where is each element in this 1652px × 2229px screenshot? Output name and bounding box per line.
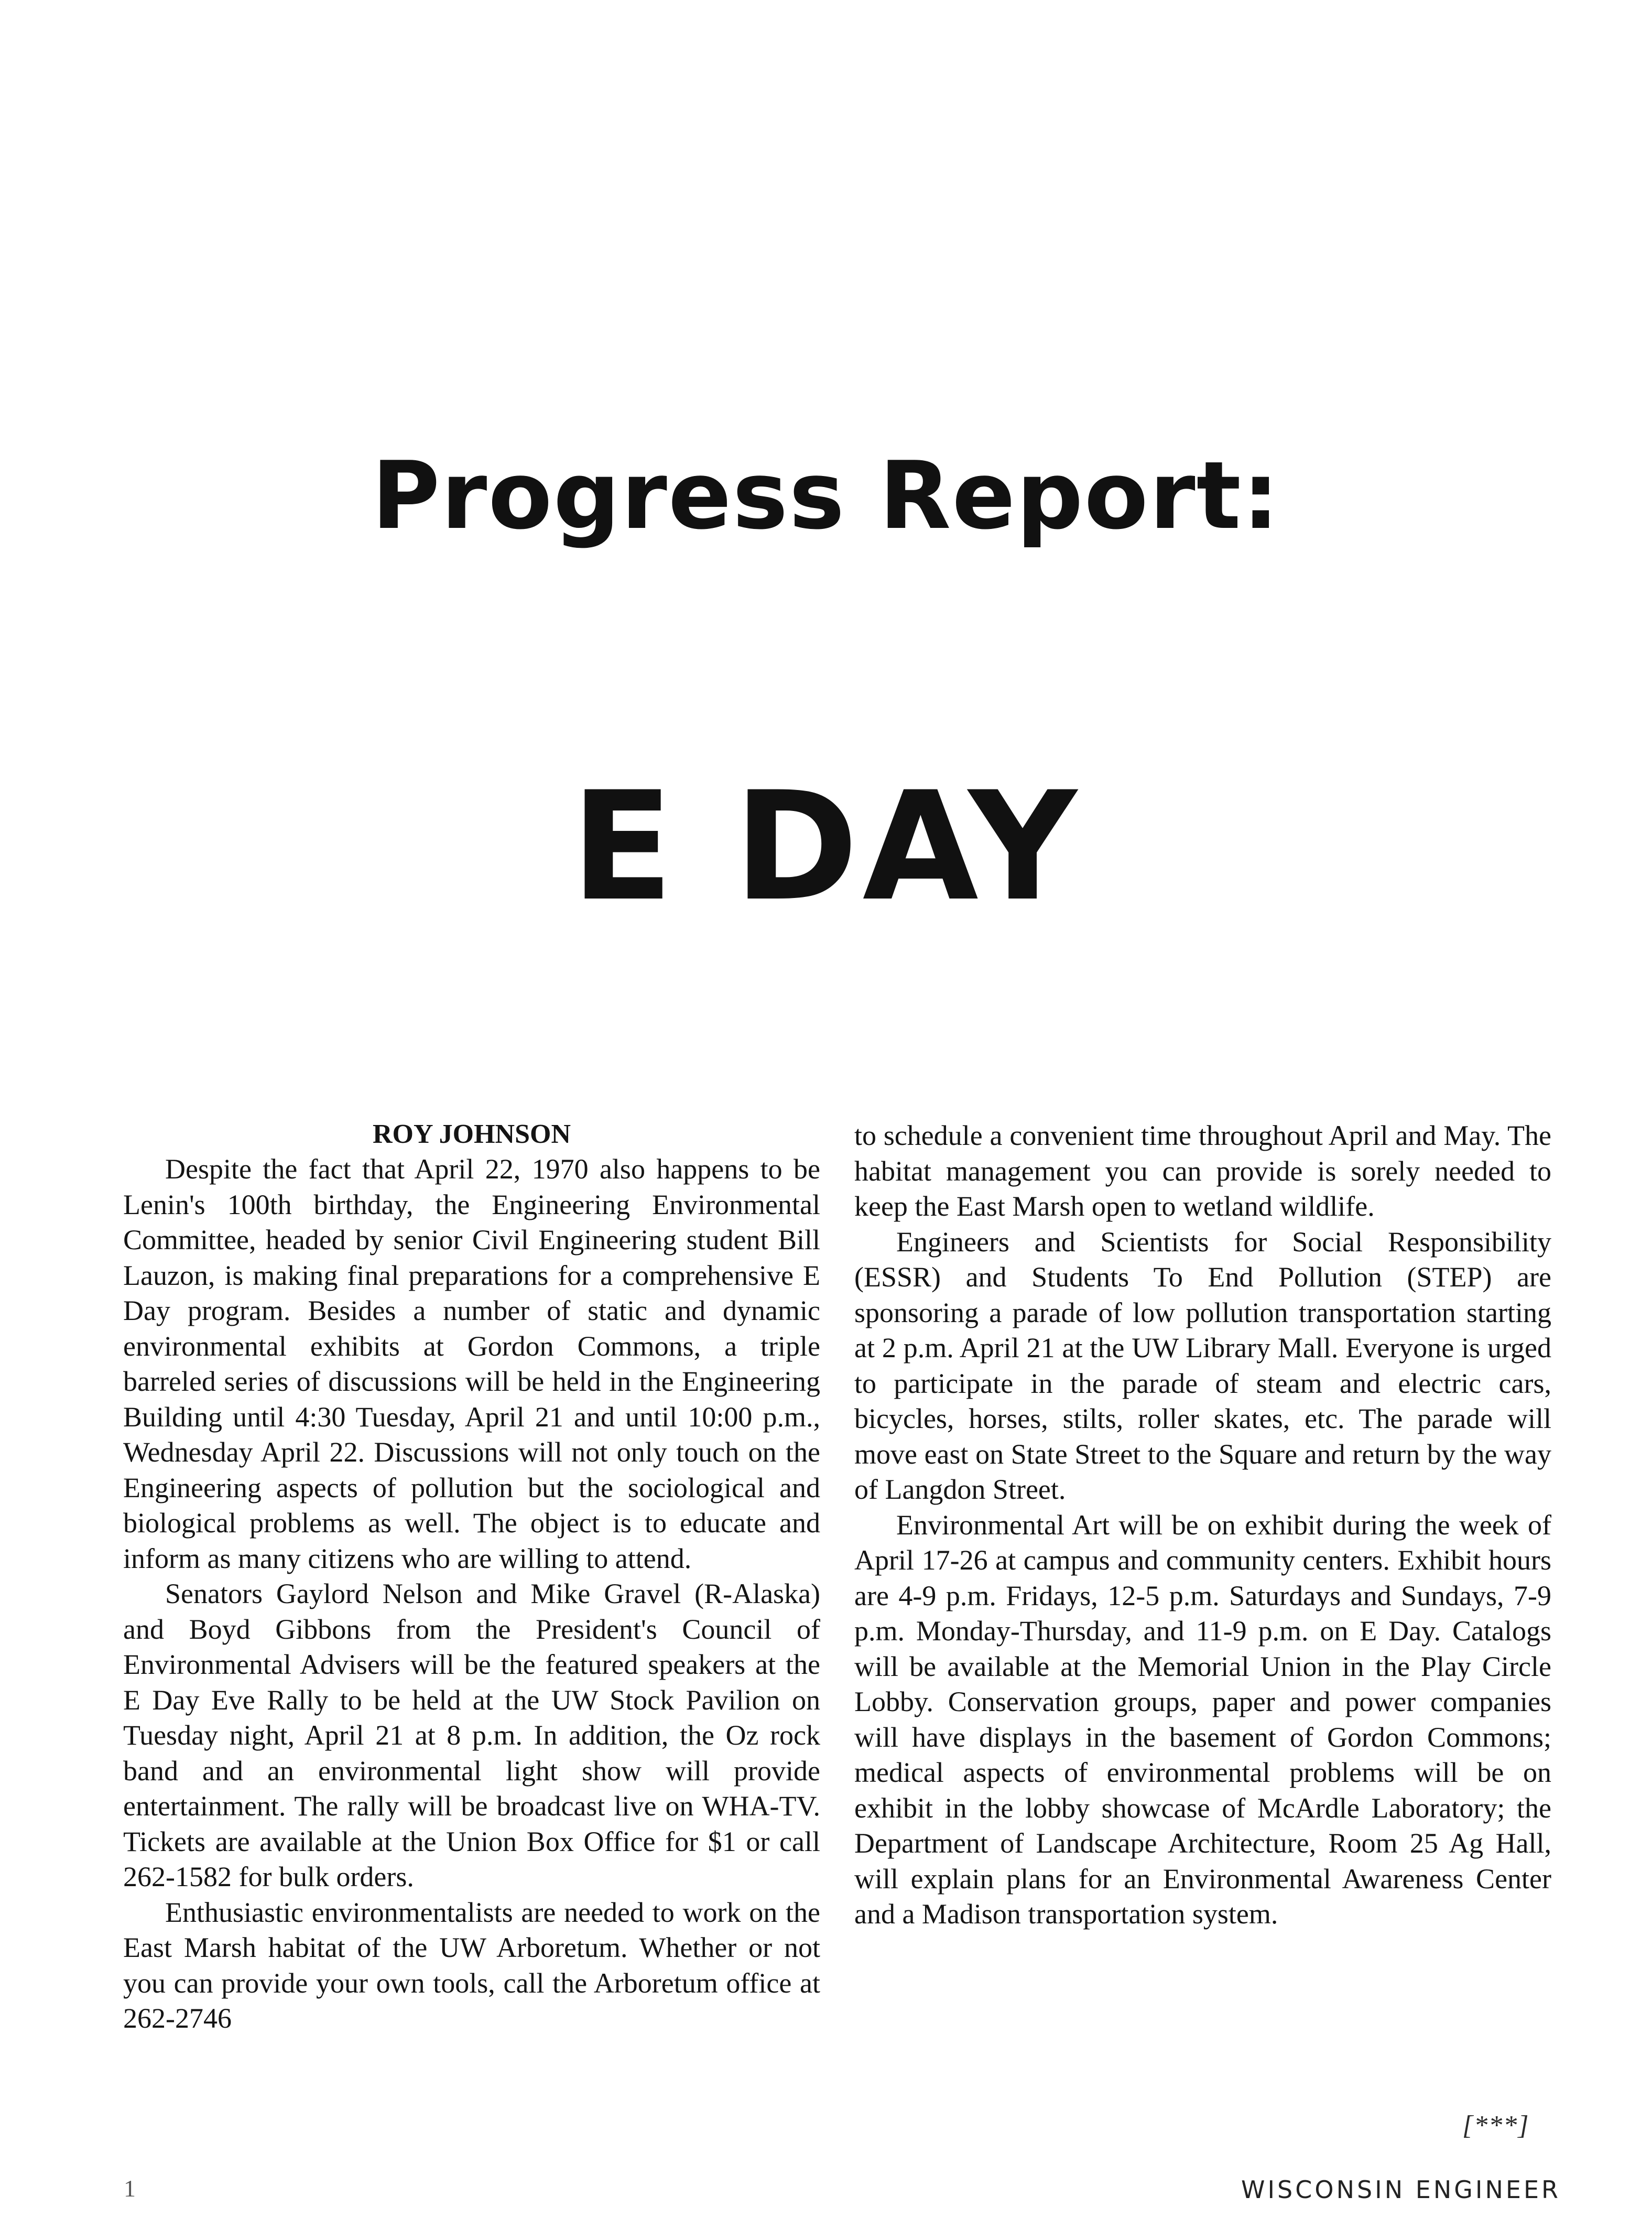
article-paragraph-continued: to schedule a convenient time throughout April and May. The habitat management you can provide is sorely needed to keep the East Marsh open to wetland wildlife. xyxy=(854,1120,1551,1222)
article-paragraph: Engineers and Scientists for Social Responsibility (ESSR) and Students To End Pollution (STEP) are sponsoring a parade of low pollution transportation starting at 2 p.m. April 21 at the UW Library Mall. Everyone is urged to participate in the parade of steam and electric cars, bicycles, horses, stilts, roller skates, etc. The parade will move east on State Street to the Square and return by the way of Langdon Street. xyxy=(854,1226,1551,1505)
publication-name: WISCONSIN ENGINEER xyxy=(1241,2176,1561,2204)
article-paragraph: Despite the fact that April 22, 1970 also happens to be Lenin's 100th birthday, the Engineering Environmental Committee, headed by senior Civil Engineering student Bill Lauzon, is making final preparations for a comprehensive E Day program. Besides a number of static and dynamic environmental exhibits at Gordon Commons, a triple barreled series of discussions will be held in the Engineering Building until 4:30 Tuesday, April 21 and until 10:00 p.m., Wednesday April 22. Discussions will not only touch on the Engineering aspects of pollution but the sociological and biological problems as well. The object is to educate and inform as many citizens who are willing to attend. xyxy=(123,1153,820,1574)
article-paragraph: Senators Gaylord Nelson and Mike Gravel (R-Alaska) and Boyd Gibbons from the President's Council of Environmental Advisers will be the featured speakers at the E Day Eve Rally to be held at the UW Stock Pavilion on Tuesday night, April 21 at 8 p.m. In addition, the Oz rock band and an environmental light show will provide entertainment. The rally will be broadcast live on WHA-TV. Tickets are available at the Union Box Office for $1 or call 262-1582 for bulk orders. xyxy=(123,1578,820,1892)
article-column-left xyxy=(123,1117,820,2037)
article-column-right xyxy=(854,1118,1551,1932)
article-paragraph: Environmental Art will be on exhibit during the week of April 17-26 at campus and community centers. Exhibit hours are 4-9 p.m. Fridays, 12-5 p.m. Saturdays and Sundays, 7-9 p.m. Monday-Thursday, and 11-9 p.m. on E Day. Catalogs will be available at the Memorial Union in the Play Circle Lobby. Conservation groups, paper and power companies will have displays in the basement of Gordon Commons; medical aspects of environmental problems will be on exhibit in the lobby showcase of McArdle Laboratory; the Department of Landscape Architecture, Room 25 Ag Hall, will explain plans for an Environmental Awareness Center and a Madison transportation system. xyxy=(854,1509,1551,1930)
headline-progress-report: Progress Report: xyxy=(372,441,1280,550)
author-byline: ROY JOHNSON xyxy=(373,1119,571,1149)
article-paragraph: Enthusiastic environmentalists are needed to work on the East Marsh habitat of the UW Arboretum. Whether or not you can provide your own tools, call the Arboretum office at 262-2746 xyxy=(123,1896,820,2034)
headline-e-day: E DAY xyxy=(571,760,1081,934)
article-end-mark: [***] xyxy=(1462,2111,1530,2140)
page-number: 1 xyxy=(124,2175,136,2202)
